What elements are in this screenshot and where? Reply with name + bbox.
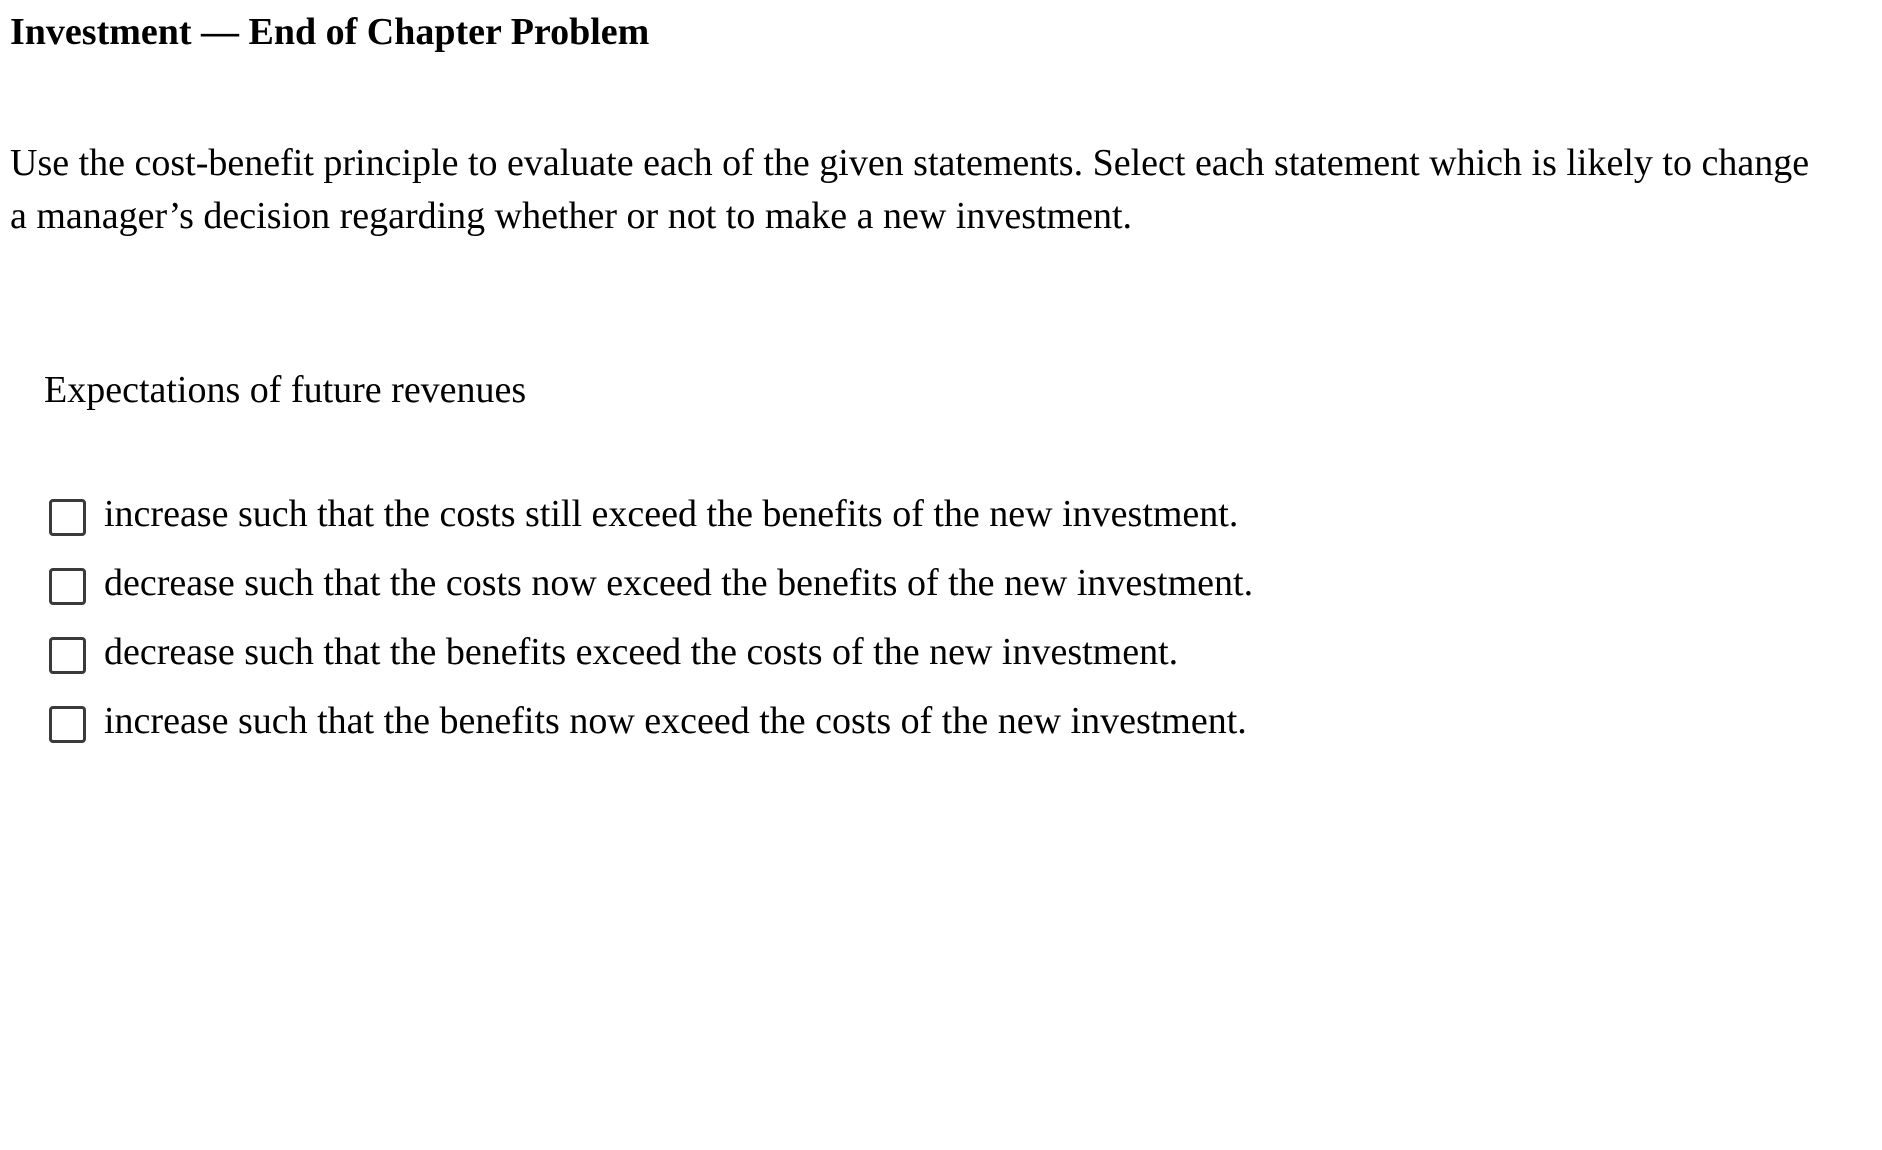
checkbox-option-3[interactable] bbox=[49, 637, 86, 674]
option-3[interactable] bbox=[49, 621, 1253, 690]
page-title: Investment — End of Chapter Problem bbox=[10, 11, 650, 53]
option-4-label[interactable]: increase such that the benefits now exceed the costs of the new investment. bbox=[104, 699, 1247, 742]
option-2-label[interactable]: decrease such that the costs now exceed the benefits of the new investment. bbox=[104, 561, 1254, 604]
option-3-label[interactable]: decrease such that the benefits exceed the costs of the new investment. bbox=[104, 630, 1179, 673]
option-1[interactable] bbox=[49, 483, 1253, 552]
option-4[interactable] bbox=[49, 690, 1253, 759]
instructions-text: Use the cost-benefit principle to evaluate each of the given statements. Select each statement which is likely to change a manager’s decision regarding whether or not to make a new investment. bbox=[10, 142, 1810, 237]
answer-options bbox=[49, 483, 1253, 759]
checkbox-option-1[interactable] bbox=[49, 499, 86, 536]
option-1-label[interactable]: increase such that the costs still exceed the benefits of the new investment. bbox=[104, 492, 1239, 535]
question-stem: Expectations of future revenues bbox=[44, 369, 527, 411]
checkbox-option-4[interactable] bbox=[49, 706, 86, 743]
checkbox-option-2[interactable] bbox=[49, 568, 86, 605]
option-2[interactable] bbox=[49, 552, 1253, 621]
